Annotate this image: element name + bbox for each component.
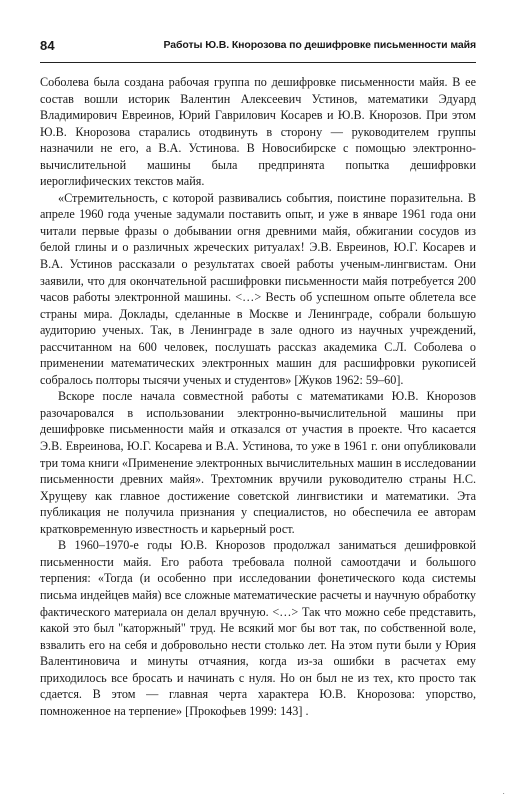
running-title: Работы Ю.В. Кнорозова по дешифровке письменности майя: [163, 39, 476, 51]
paragraph-4: В 1960–1970-е годы Ю.В. Кнорозов продолжал заниматься дешифровкой письменности майя. Его работа требовала полной самоотдачи и большого терпения: «Тогда (и особенно при исследовании фонетического кода системы письма индейцев майя) все сложные математические расчеты и научную обработку фактического материала он делал вручную. <…> Так что можно себе представить, какой это был "каторжный" труд. Не всякий мог бы вот так, по собственной воле, взвалить его на себя и добровольно нести столько лет. На этом пути были у Юрия Валентиновича и минуты отчаяния, когда из-за ошибки в расчетах ему приходилось все бросать и начинать с нуля. Но он был не из тех, кто просто так сдается. В этом — главная черта характера Ю.В. Кнорозова: упорство, помноженное на терпение» [Прокофьев 1999: 143] .: [40, 538, 476, 718]
page-header: [40, 36, 476, 60]
header-rule: [40, 62, 476, 63]
body-text: [40, 74, 476, 719]
paragraph-1: Соболева была создана рабочая группа по дешифровке письменности майя. В ее состав вошли историк Валентин Алексеевич Устинов, математики Эдуард Владимирович Евреинов, Юрий Гаврилович Косарев и Ю.В. Кнорозов. При этом Ю.В. Кнорозова старались отодвинуть в сторону — руководителем группы назначили не его, а В.А. Устинова. В Новосибирске с помощью электронно-вычислительной машины была предпринята попытка дешифровки иероглифических текстов майя.: [40, 75, 476, 189]
paragraph-3: Вскоре после начала совместной работы с математиками Ю.В. Кнорозов разочаровался в использовании электронно-вычислительной машины при дешифровке письменности майя и отказался от участия в проекте. Что касается Э.В. Евреинова, Ю.Г. Косарева и В.А. Устинова, то уже в 1961 г. они опубликовали три тома книги «Применение электронных вычислительных машин в исследовании письменности древних майя». Трехтомник вручили руководителю страны Н.С. Хрущеву как главное достижение советской лингвистики и математики. Эта публикация не получила признания у специалистов, но обеспечила ее авторам кратковременную известность и карьерный рост.: [40, 389, 476, 536]
paragraph-2-quote: «Стремительность, с которой развивались события, поистине поразительна. В апреле 1960 года ученые задумали поставить опыт, и уже в январе 1961 года они читали первые фразы о добывании огня древними майя, обжигании сосудов из белой глины и о различных жреческих ритуалах! Э.В. Евреинов, Ю.Г. Косарев и В.А. Устинов рассказали о результатах своей работы ученым-лингвистам. Они заявили, что для окончательной расшифровки письменности майя потребуется 200 часов работы электронной машины. <…> Весть об успешном опыте облетела все страны мира. Доклады, сделанные в Москве и Ленинграде, собрали большую аудиторию ученых. Так, в Ленинграде в зале одного из научных учреждений, рассчитанном на 600 человек, послушать рассказ академика С.Л. Соболева о применении математических электронных машин для расшифровки рукописей собралось полторы тысячи ученых и студентов» [Жуков 1962: 59–60].: [40, 190, 476, 387]
page-number: 84: [40, 38, 55, 53]
corner-mark: ·: [502, 789, 505, 798]
